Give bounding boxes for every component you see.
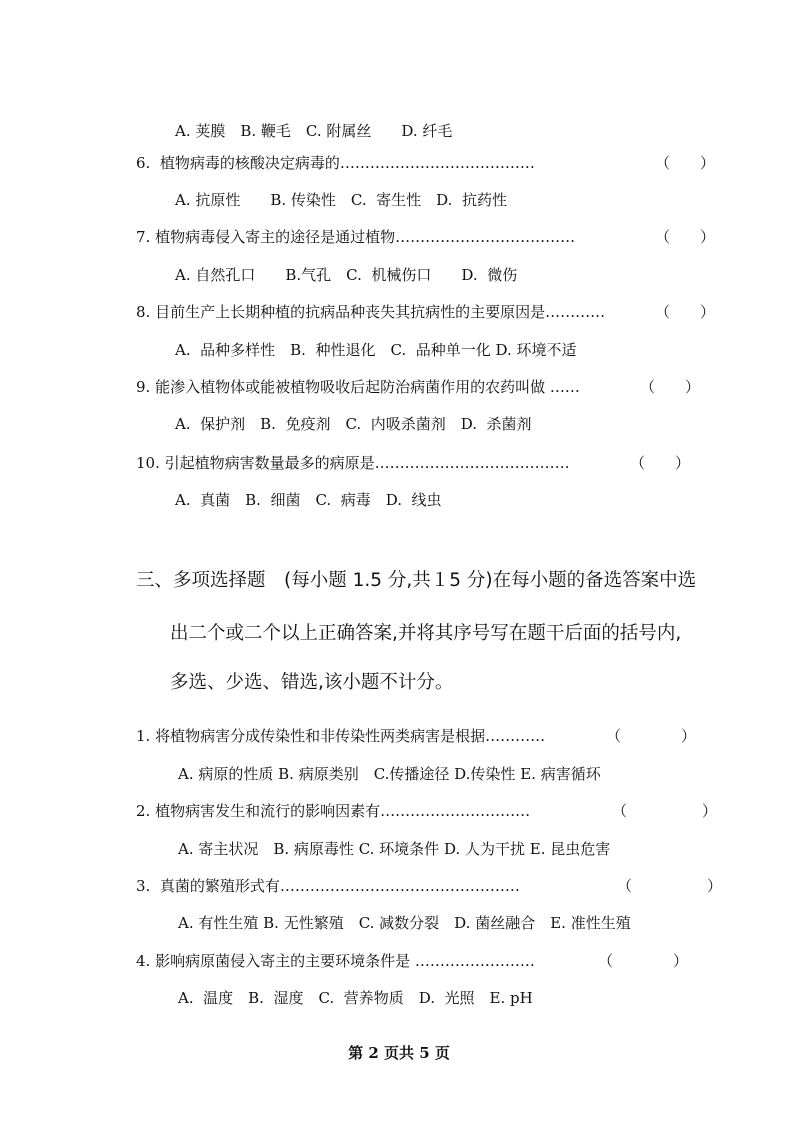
question-8-stem: 8. 目前生产上长期种植的抗病品种丧失其抗病性的主要原因是………… — [136, 303, 606, 321]
section-heading-line-3: 多选、少选、错选,该小题不计分。 — [170, 672, 454, 693]
question-8-options: A. 品种多样性 B. 种性退化 C. 品种单一化 D. 环境不适 — [175, 341, 577, 359]
question-7-stem: 7. 植物病毒侵入寄主的途径是通过植物……………………………… — [136, 228, 576, 246]
multi-question-1-options: A. 病原的性质 B. 病原类别 C.传播途径 D.传染性 E. 病害循环 — [178, 765, 601, 783]
question-8-answer-blank: （ ） — [655, 303, 716, 321]
multi-question-2-answer-blank: （ ） — [612, 802, 718, 820]
question-6-answer-blank: （ ） — [655, 154, 716, 172]
multi-question-4-stem: 4. 影响病原菌侵入寄主的主要环境条件是 …………………… — [136, 952, 535, 970]
multi-question-2-stem: 2. 植物病害发生和流行的影响因素有………………………… — [136, 802, 531, 820]
multi-question-3-answer-blank: （ ） — [617, 877, 723, 895]
question-9-options: A. 保护剂 B. 免疫剂 C. 内吸杀菌剂 D. 杀菌剂 — [175, 415, 532, 433]
multi-question-2-options: A. 寄主状况 B. 病原毒性 C. 环境条件 D. 人为干扰 E. 昆虫危害 — [178, 840, 611, 858]
question-10-answer-blank: （ ） — [630, 454, 691, 472]
page-number-footer: 第 2 页共 5 页 — [348, 1044, 450, 1062]
question-10-stem: 10. 引起植物病害数量最多的病原是………………………………… — [136, 454, 570, 472]
question-9-answer-blank: （ ） — [640, 378, 701, 396]
question-6-stem: 6. 植物病毒的核酸决定病毒的………………………………… — [136, 154, 535, 172]
question-6-options: A. 抗原性 B. 传染性 C. 寄生性 D. 抗药性 — [175, 191, 507, 209]
question-7-options: A. 自然孔口 B.气孔 C. 机械伤口 D. 微伤 — [175, 266, 518, 284]
question-7-answer-blank: （ ） — [655, 228, 716, 246]
multi-question-3-stem: 3. 真菌的繁殖形式有………………………………………… — [136, 877, 520, 895]
multi-question-1-answer-blank: （ ） — [606, 727, 697, 745]
question-10-options: A. 真菌 B. 细菌 C. 病毒 D. 线虫 — [175, 491, 442, 509]
multi-question-1-stem: 1. 将植物病害分成传染性和非传染性两类病害是根据………… — [136, 727, 546, 745]
section-heading-line-1: 三、多项选择题 (每小题 1.5 分,共１5 分)在每小题的备选答案中选 — [136, 570, 697, 591]
multi-question-3-options: A. 有性生殖 B. 无性繁殖 C. 减数分裂 D. 菌丝融合 E. 准性生殖 — [178, 914, 631, 932]
multi-question-4-answer-blank: （ ） — [598, 952, 689, 970]
question-9-stem: 9. 能渗入植物体或能被植物吸收后起防治病菌作用的农药叫做 …… — [136, 378, 580, 396]
section-heading-line-2: 出二个或二个以上正确答案,并将其序号写在题干后面的括号内, — [170, 623, 682, 644]
multi-question-4-options: A. 温度 B. 湿度 C. 营养物质 D. 光照 E. pH — [178, 989, 533, 1007]
question-5-options: A. 荚膜 B. 鞭毛 C. 附属丝 D. 纤毛 — [175, 122, 453, 140]
